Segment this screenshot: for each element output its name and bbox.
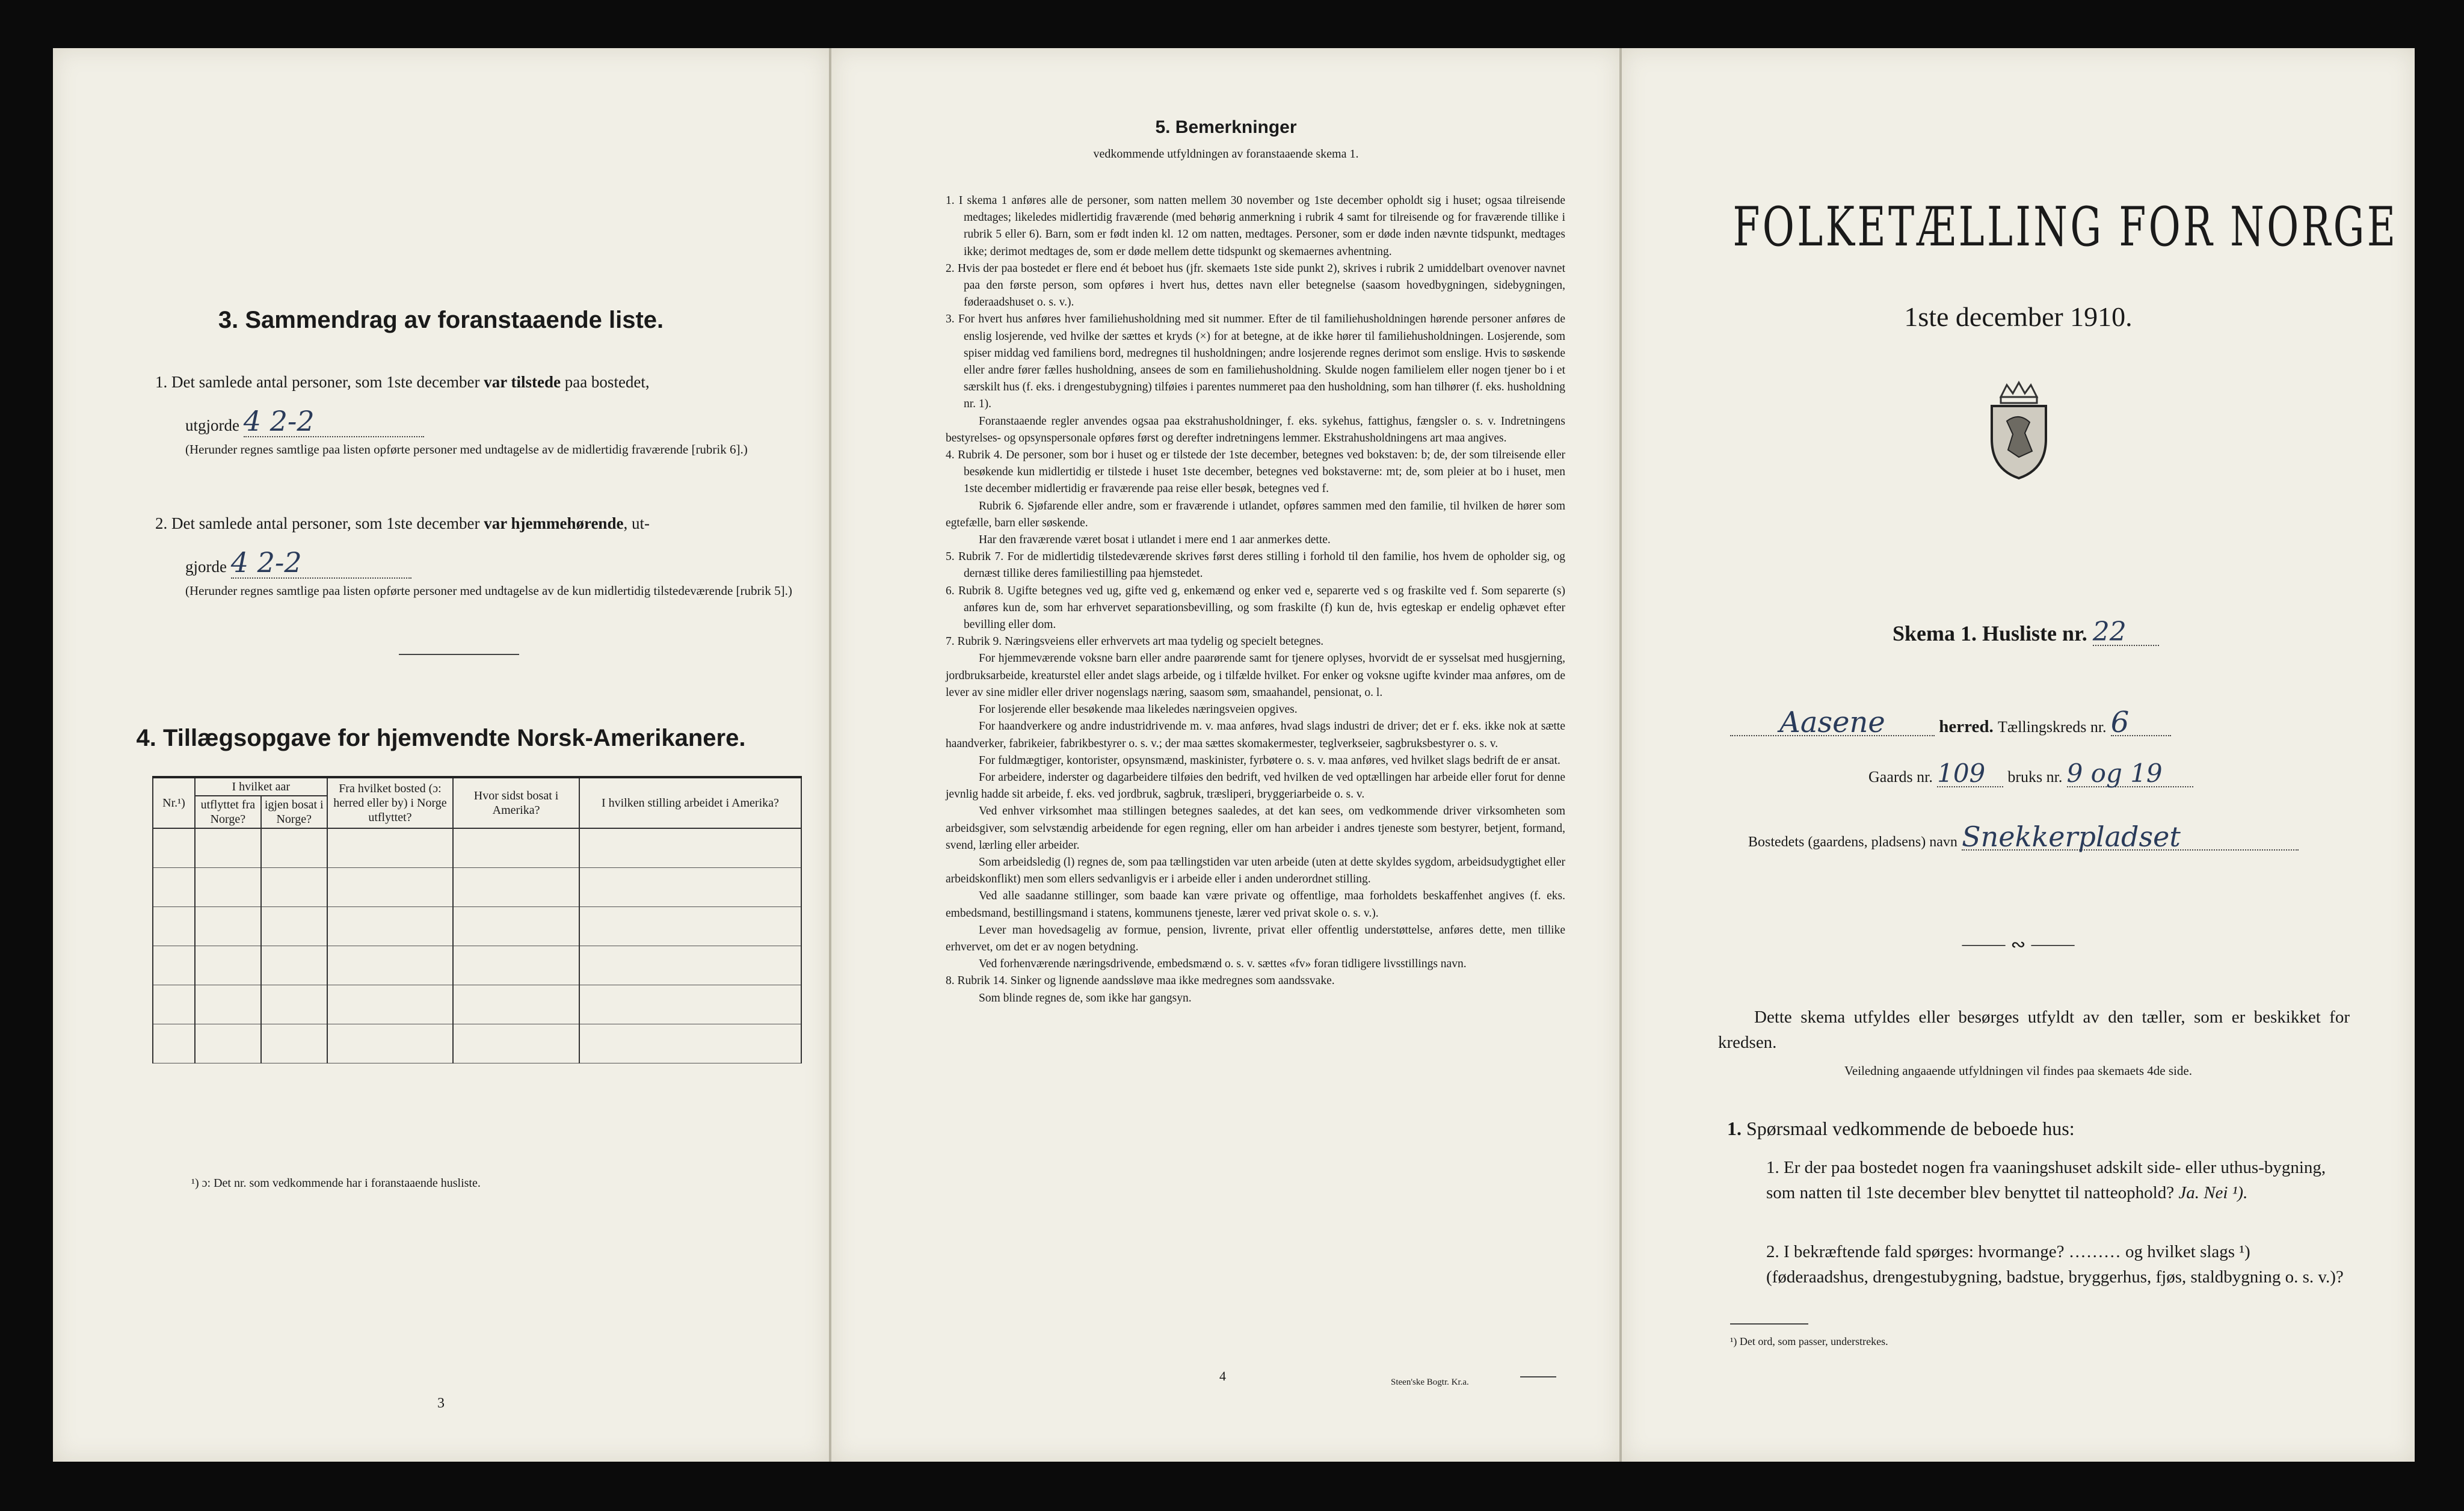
remark-paragraph: Har den fraværende været bosat i utlandet i mere end 1 aar anmerkes dette.: [979, 534, 1331, 547]
col-utflyttet: utflyttet fra Norge?: [195, 796, 261, 828]
page-number: 4: [1219, 1368, 1226, 1383]
bosted-line: [1748, 820, 2299, 855]
summary-item-2-text-end: , ut-: [623, 514, 650, 532]
summary-item-1-text: 1. Det samlede antal personer, som 1ste december: [155, 373, 484, 391]
remark-paragraph: 5. Rubrik 7. For de midlertidig tilstedeværende skrives først deres stilling i forhold til den familie, hos hvem de opholder sig, og dernæst tillike deres familiestilling paa hjemstedet.: [946, 550, 1565, 580]
remark-paragraph: 8. Rubrik 14. Sinker og lignende aandssløve maa ikke medregnes som aandssvake.: [946, 974, 1335, 988]
herred-label: herred.: [1939, 717, 1994, 736]
skema-label: Skema 1. Husliste nr.: [1893, 621, 2087, 645]
summary-item-1-note: (Herunder regnes samtlige paa listen opførte personer med undtagelse av de midlertidig fraværende [rubrik 6].): [185, 442, 748, 457]
intro-text: Dette skema utfyldes eller besørges utfyldt av den tæller, som er beskikket for kredsen.: [1718, 1008, 2350, 1052]
remark-paragraph: Rubrik 6. Sjøfarende eller andre, som er fraværende i utlandet, opføres sammen med den familie, til hvilken de hører som egtefælle, barn eller søskende.: [946, 499, 1565, 529]
table-row: [153, 946, 801, 985]
bosted-label: Bostedets (gaardens, pladsens) navn: [1748, 834, 1957, 850]
rule: [1520, 1376, 1556, 1377]
page-number: 3: [437, 1396, 445, 1411]
bruks-value: 9 og 19: [2067, 761, 2193, 787]
summary-item-2-line: [185, 547, 411, 582]
remark-paragraph: Ved alle saadanne stillinger, som baade kan være private og offentlige, maa forholdets beskaffenhet angives (f. eks. embedsmand, bestillingsmand i statens, kommunens tjeneste, lærer ved privat skole o. s. v.).: [946, 890, 1565, 920]
husliste-nr-value: 22: [2093, 620, 2159, 646]
veiledning-text: Veiledning angaaende utfyldningen vil findes paa skemaets 4de side.: [1844, 1063, 2192, 1078]
ornament: ⸻ ∾ ⸻: [1961, 935, 2075, 955]
table-footnote: ¹) ɔ: Det nr. som vedkommende har i foranstaaende husliste.: [191, 1177, 481, 1190]
herred-line: [1730, 706, 2171, 740]
census-title: FOLKETÆLLING FOR NORGE: [1732, 195, 2398, 259]
summary-item-1: [155, 367, 817, 397]
utgjorde-label: utgjorde: [185, 416, 239, 434]
table-row: [153, 868, 801, 907]
questions-heading: [1727, 1116, 2075, 1141]
section-3-title: 3. Sammendrag av foranstaaende liste.: [218, 307, 664, 333]
col-hvor-sidst-bosat: Hvor sidst bosat i Amerika?: [453, 777, 579, 828]
resident-count-value: 4 2-2: [231, 547, 411, 579]
page-3: [53, 48, 829, 1462]
questions-heading-text: Spørsmaal vedkommende de beboede hus:: [1746, 1118, 2075, 1139]
remark-paragraph: For arbeidere, inderster og dagarbeidere tilføies den bedrift, ved hvilken de ved optællingen har arbeide eller forut for denne jevnlig hadde sit arbeide, f. eks. ved jordbruk, sagbruk, træsliperi, bryggeriarbeide o. s. v.: [946, 771, 1565, 801]
kreds-label: Tællingskreds nr.: [1997, 718, 2107, 736]
remarks-title: 5. Bemerkninger: [1155, 117, 1297, 137]
remark-paragraph: 3. For hvert hus anføres hver familiehusholdning med sit nummer. Efter de til familiehusholdningen hørende personer anføres de enslig losjerende, ved hvilke der sættes et kryds (×) for at betegne, at de ikke hører til familiehusholdningen. Losjerende, som spiser middag ved familiens bord, medregnes til husholdningen; andre losjerende regnes derimot som enslige. Hvis to søskende eller andre fører fælles husholdning, ansees de som en familiehusholdning. Skulde nogen familielem eller nogen tjener bo i et særskilt hus (f. eks. i drengestubygning) tilføies i parentes nummeret paa den husholdning, som han tilhører (f. eks. husholdning nr. 1).: [946, 313, 1565, 411]
col-stilling: I hvilken stilling arbeidet i Amerika?: [579, 777, 801, 828]
gaards-line: [1868, 761, 2193, 790]
remark-paragraph: For haandverkere og andre industridrivende m. v. maa anføres, hvad slags industri de driver; det er f. eks. ikke nok at sætte haandverker, fabrikeier, fabrikbestyrer o. s. v.; der maa sættes skomakermester, teglverkseier, sagbruksbestyrer o. s. v.: [946, 720, 1565, 750]
summary-item-2: [155, 508, 817, 538]
question-2: 2. I bekræftende fald spørges: hvormange? ……… og hvilket slags ¹) (føderaadshus, drengestubygning, badstue, bryggerhus, fjøs, staldbygning o. s. v.)?: [1766, 1242, 2344, 1287]
skema-line: [1893, 617, 2159, 647]
remark-paragraph: 1. I skema 1 anføres alle de personer, som natten mellem 30 november og 1ste december opholdt sig i huset; ogsaa tilreisende medtages; likeledes midlertidig fraværende (med behørig anmerkning i rubrik 4 samt for tilreisende og for fraværende tillike i rubrik 5 eller 6). Barn, som er født inden kl. 12 om natten, medtages. Personer, som er døde inden nævnte tidspunkt, medtages ikke; derimot medtages de, som er døde mellem dette tidspunkt og skemaernes avhentning.: [946, 194, 1565, 258]
gaards-value: 109: [1937, 761, 2003, 787]
remark-paragraph: For losjerende eller besøkende maa likeledes næringsveien opgives.: [979, 703, 1298, 716]
remark-paragraph: Ved enhver virksomhet maa stillingen betegnes saaledes, at det kan sees, om vedkommende driver virksomheten som arbeidsgiver, som selvstændig arbeidende for egen regning, eller om han arbeider i andres tjeneste som bestyrer, betjent, formand, svend, lærling eller arbeider.: [946, 805, 1565, 852]
bruks-label: bruks nr.: [2007, 768, 2063, 786]
summary-item-1-line: [185, 406, 424, 440]
present-count-value: 4 2-2: [244, 406, 424, 437]
remarks-subtitle: vedkommende utfyldningen av foranstaaende skema 1.: [1093, 147, 1359, 161]
table-row: [153, 907, 801, 946]
page-4: [829, 48, 1621, 1462]
gjorde-label: gjorde: [185, 558, 227, 576]
question-1-answer: Ja. Nei ¹).: [2178, 1183, 2248, 1202]
section-4-title: 4. Tillægsopgave for hjemvendte Norsk-Amerikanere.: [136, 725, 746, 751]
col-igjen-bosat: igjen bosat i Norge?: [261, 796, 327, 828]
summary-item-2-bold: var hjemmehørende: [484, 514, 624, 532]
summary-item-1-text-end: paa bostedet,: [560, 373, 650, 391]
remark-paragraph: Foranstaaende regler anvendes ogsaa paa ekstrahusholdninger, f. eks. sykehus, fattighus, fængsler o. s. v. Indretningens bestyrelses- og opsynspersonale opføres først og derefter indretningens lemmer. Ekstrahusholdningens art maa angives.: [946, 414, 1565, 445]
remark-paragraph: 7. Rubrik 9. Næringsveiens eller erhvervets art maa tydelig og specielt betegnes.: [946, 635, 1324, 648]
kreds-value: 6: [2111, 710, 2171, 736]
remark-paragraph: Ved forhenværende næringsdrivende, embedsmænd o. s. v. sættes «fv» foran tidligere livsstillings navn.: [979, 958, 1467, 971]
summary-item-1-bold: var tilstede: [484, 373, 561, 391]
coat-of-arms-icon: [1983, 379, 2055, 481]
questions-heading-number: 1.: [1727, 1118, 1742, 1139]
remark-paragraph: For hjemmeværende voksne barn eller andre paarørende samt for tjenere oplyses, hvorvidt de er sysselsat med husgjerning, jordbruksarbeide, kreaturstel eller andet slags arbeide, og i tilfælde hvilket. For enker og voksne ugifte kvinder maa anføres, om de lever av sine midler eller driver nogenslags næring, saasom søm, smaahandel, pensionat, o. l.: [946, 652, 1565, 699]
herred-value: Aasene: [1730, 710, 1935, 736]
remark-paragraph: 4. Rubrik 4. De personer, som bor i huset og er tilstede der 1ste december, betegnes ved bokstaven: b; de, der som tilreisende eller besøkende kun midlertidig er tilstede i huset 1ste december, betegnes ved bokstaverne: mt; de, som pleier at bo i huset, men 1ste december midlertidig er fraværende paa reise eller besøk, betegnes ved f.: [946, 449, 1565, 496]
census-date: 1ste december 1910.: [1904, 301, 2133, 332]
rule: [1730, 1323, 1808, 1325]
remark-paragraph: For fuldmægtiger, kontorister, opsynsmænd, maskinister, fyrbøtere o. s. v. maa anføres, ved hvilket slags bedrift de er ansat.: [979, 754, 1560, 767]
printer-note: Steen'ske Bogtr. Kr.a.: [1391, 1377, 1469, 1387]
col-hvilket-aar: I hvilket aar: [195, 777, 327, 796]
col-nr: Nr.¹): [153, 777, 195, 828]
summary-item-2-text: 2. Det samlede antal personer, som 1ste december: [155, 514, 484, 532]
remark-paragraph: Som arbeidsledig (l) regnes de, som paa tællingstiden var uten arbeide (uten at dette skyldes sygdom, arbeidsudygtighet eller arbeidskonflikt) men som ellers sedvanligvis er i arbeide eller i anden underordnet stilling.: [946, 855, 1565, 886]
remark-paragraph: Lever man hovedsagelig av formue, pension, livrente, privat eller offentlig understøttelse, anføres dette, men tillike erhvervet, om det er av nogen betydning.: [946, 923, 1565, 953]
page-1: [1619, 48, 2415, 1462]
summary-item-2-note: (Herunder regnes samtlige paa listen opførte personer med undtagelse av de kun midlertidig tilstedeværende [rubrik 5].): [185, 583, 792, 598]
gaards-label: Gaards nr.: [1868, 768, 1933, 786]
remark-paragraph: 6. Rubrik 8. Ugifte betegnes ved ug, gifte ved g, enkemænd og enker ved e, separerte ved s og fraskilte ved f. Som separerte (s) anføres kun de, som har erhvervet separationsbevilling, og som fraskilte (f) kun de, hvis egteskap er endelig ophævet efter bevilling eller dom.: [946, 584, 1565, 632]
question-1: [1766, 1155, 2350, 1205]
col-fra-hvilket-bosted: Fra hvilket bosted (ɔ: herred eller by) i Norge utflyttet?: [327, 777, 454, 828]
question-1-text: 1. Er der paa bostedet nogen fra vaaningshuset adskilt side- eller uthus-bygning, som natten til 1ste december blev benyttet til natteophold?: [1766, 1158, 2326, 1202]
bosted-value: Snekkerpladset: [1962, 824, 2299, 851]
remark-paragraph: 2. Hvis der paa bostedet er flere end ét beboet hus (jfr. skemaets 1ste side punkt 2), skrives i rubrik 2 umiddelbart ovenover navnet paa den første person, som opføres i hvert hus, dettes navn eller betegnelse (saasom hovedbygningen, sidebygningen, føderaadshuset o. s. v.).: [946, 262, 1565, 309]
table-row: [153, 828, 801, 868]
table-row: [153, 1024, 801, 1063]
divider: [399, 654, 519, 655]
table-row: [153, 985, 801, 1024]
remarks-body: [946, 192, 1565, 1007]
norsk-amerikanere-table: [152, 776, 802, 1063]
question-footnote: ¹) Det ord, som passer, understrekes.: [1730, 1335, 1888, 1347]
remark-paragraph: Som blinde regnes de, som ikke har gangsyn.: [979, 991, 1192, 1005]
